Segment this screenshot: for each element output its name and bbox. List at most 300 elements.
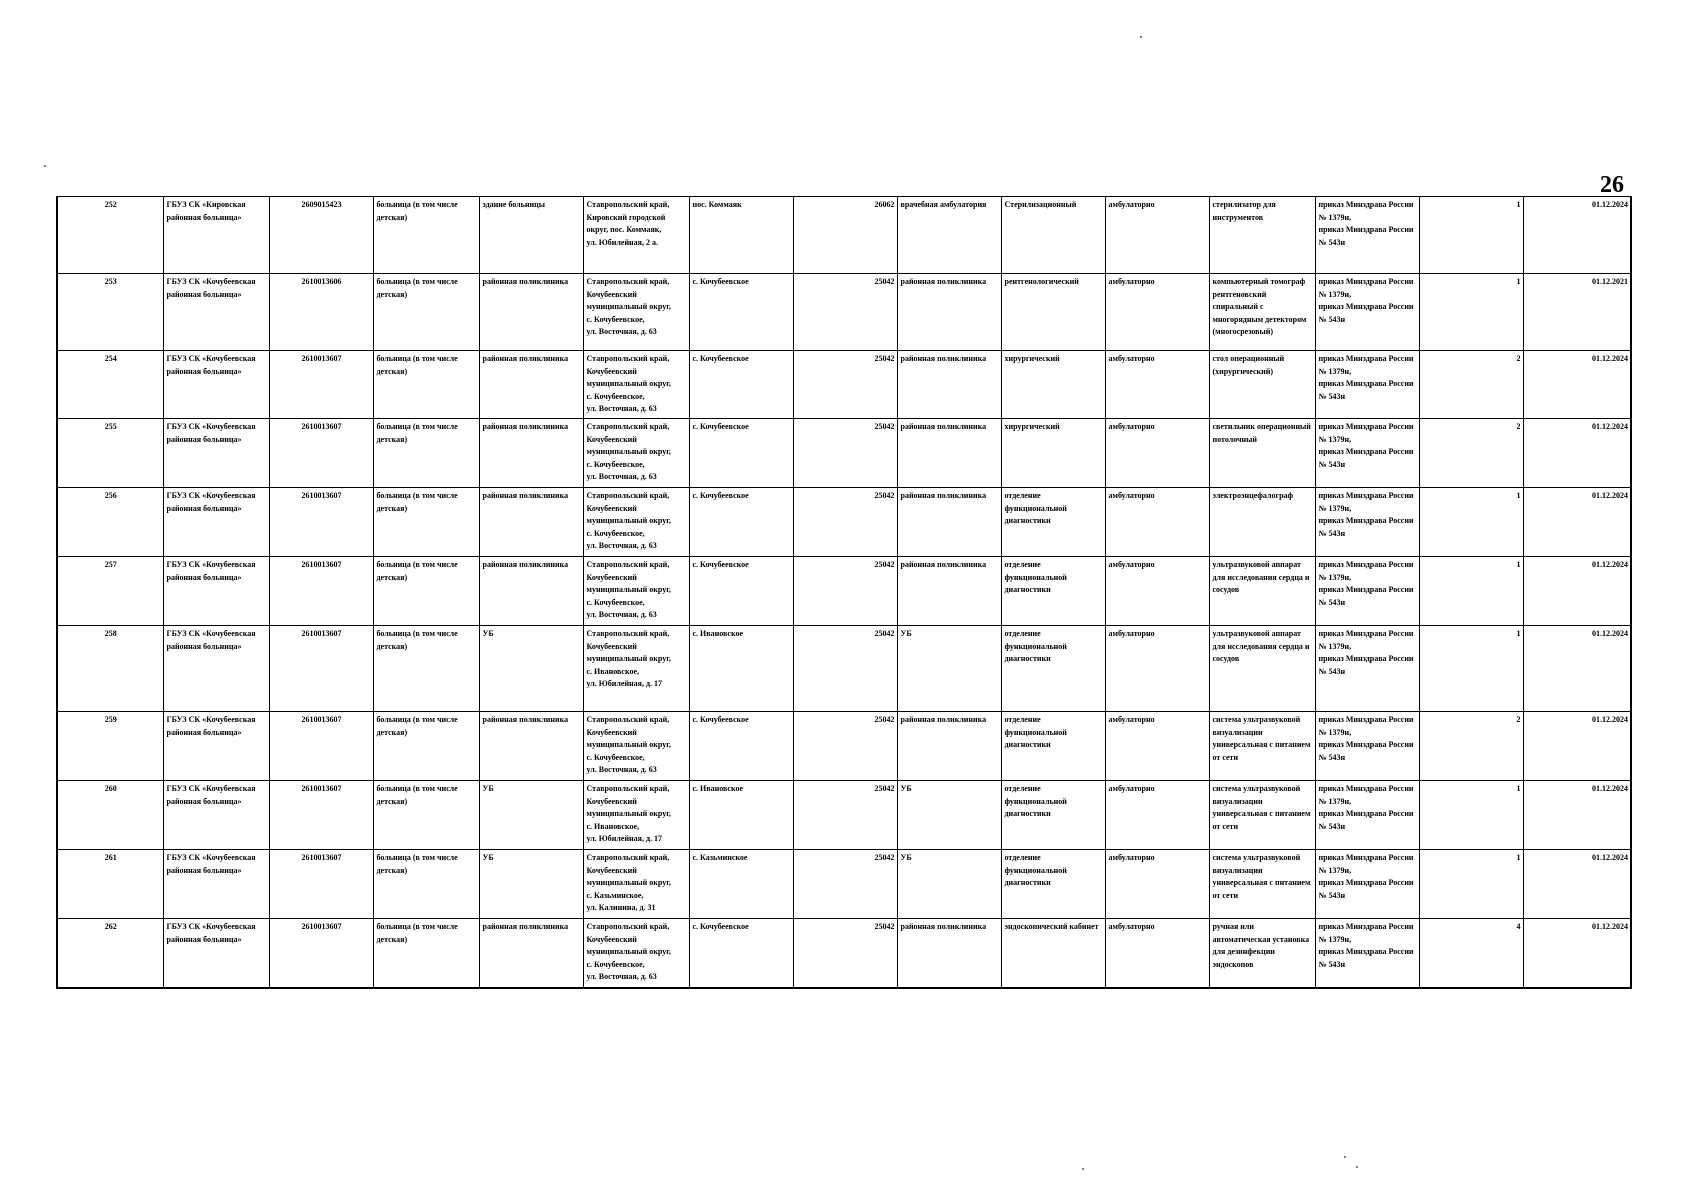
cell-care: амбулаторно: [1105, 626, 1209, 712]
cell-org-line: районная больница»: [166, 796, 242, 806]
cell-department-line: функциональной: [1004, 572, 1067, 582]
cell-order-line: № 1379н,: [1318, 934, 1352, 944]
cell-order-line: № 543н: [1318, 459, 1346, 469]
cell-equipment-line: от сети: [1212, 890, 1239, 900]
cell-address-line: муниципальный округ,: [586, 447, 671, 457]
cell-department: [1001, 781, 1105, 850]
cell-equipment-line: система ультразвуковой: [1212, 784, 1301, 793]
cell-unit: УБ: [897, 781, 1001, 850]
cell-org: [163, 557, 269, 626]
cell-order-line: приказ Минздрава России: [1318, 585, 1414, 595]
cell-address-line: муниципальный округ,: [586, 585, 671, 595]
cell-org-line: ГБУЗ СК «Кочубеевская: [166, 715, 256, 724]
cell-org-line: районная больница»: [166, 934, 242, 944]
cell-building-line: здание больницы: [482, 200, 545, 209]
cell-order-line: приказ Минздрава России: [1318, 947, 1414, 957]
cell-order-line: приказ Минздрава России: [1318, 740, 1414, 750]
cell-equipment-line: (хирургический): [1212, 366, 1274, 376]
cell-order-line: приказ Минздрава России: [1318, 809, 1414, 819]
cell-building: [479, 781, 583, 850]
cell-address-line: с. Кочубеевское,: [586, 597, 645, 607]
cell-address-line: Кочубеевский: [586, 434, 637, 444]
cell-order-line: приказ Минздрава России: [1318, 715, 1414, 724]
cell-order-line: № 543н: [1318, 597, 1346, 607]
cell-unit: районная поликлиника: [897, 419, 1001, 488]
cell-type: [373, 488, 479, 557]
cell-building: [479, 488, 583, 557]
cell-inn: 2609015423: [269, 197, 373, 274]
cell-date: 01.12.2024: [1523, 351, 1631, 419]
cell-type-line: детская): [376, 641, 408, 651]
cell-qty: 1: [1419, 274, 1523, 351]
cell-equipment-line: визуализации: [1212, 727, 1263, 737]
cell-building-line: районная поликлиника: [482, 277, 569, 286]
cell-org-line: ГБУЗ СК «Кочубеевская: [166, 491, 256, 500]
cell-building: [479, 712, 583, 781]
cell-num: 260: [57, 781, 163, 850]
cell-equipment-line: стерилизатор для: [1212, 200, 1276, 209]
cell-type-line: больница (в том числе: [376, 422, 458, 431]
cell-order-line: приказ Минздрава России: [1318, 379, 1414, 389]
cell-org-line: ГБУЗ СК «Кочубеевская: [166, 277, 256, 286]
cell-address-line: ул. Восточная, д. 63: [586, 972, 657, 982]
table-row: [57, 351, 1631, 419]
cell-address-line: ул. Калинина, д. 31: [586, 903, 656, 913]
cell-address-line: округ, пос. Коммаяк,: [586, 225, 662, 235]
cell-inn: 2610013607: [269, 419, 373, 488]
cell-qty: 1: [1419, 781, 1523, 850]
cell-address: [583, 351, 689, 419]
cell-order-line: приказ Минздрава России: [1318, 225, 1414, 235]
cell-type: [373, 274, 479, 351]
cell-unit: районная поликлиника: [897, 351, 1001, 419]
table-row: [57, 557, 1631, 626]
cell-num: 253: [57, 274, 163, 351]
cell-equipment-line: спиральный с: [1212, 302, 1264, 312]
cell-department-line: диагностики: [1004, 654, 1051, 664]
cell-equipment-line: визуализации: [1212, 865, 1263, 875]
cell-address-line: с. Кочубеевское,: [586, 959, 645, 969]
cell-inn: 2610013607: [269, 850, 373, 919]
cell-department-line: отделение: [1004, 853, 1041, 862]
cell-address-line: Ставропольский край,: [586, 491, 670, 500]
cell-address-line: с. Кочубеевское,: [586, 459, 645, 469]
cell-building: [479, 197, 583, 274]
cell-org: [163, 197, 269, 274]
cell-type-line: детская): [376, 503, 408, 513]
cell-address-line: ул. Юбилейная, д. 17: [586, 679, 663, 689]
cell-inn: 2610013607: [269, 781, 373, 850]
cell-locality: с. Ивановское: [689, 781, 793, 850]
cell-care: амбулаторно: [1105, 712, 1209, 781]
cell-address-line: Кочубеевский: [586, 289, 637, 299]
cell-order-line: приказ Минздрава России: [1318, 629, 1414, 638]
cell-building: [479, 419, 583, 488]
cell-code: 25042: [793, 626, 897, 712]
cell-care: амбулаторно: [1105, 557, 1209, 626]
cell-org: [163, 850, 269, 919]
cell-num: 262: [57, 919, 163, 988]
cell-department-line: отделение: [1004, 560, 1041, 569]
cell-qty: 1: [1419, 488, 1523, 557]
cell-equipment-line: универсальная с питанием: [1212, 740, 1311, 750]
cell-equipment-line: универсальная с питанием: [1212, 809, 1311, 819]
cell-org: [163, 274, 269, 351]
cell-department-line: функциональной: [1004, 641, 1067, 651]
cell-equipment-line: многорядным детектором: [1212, 314, 1307, 324]
cell-locality: с. Кочубеевское: [689, 557, 793, 626]
cell-department-line: диагностики: [1004, 585, 1051, 595]
cell-type: [373, 557, 479, 626]
cell-org: [163, 781, 269, 850]
cell-type-line: детская): [376, 289, 408, 299]
cell-equipment: [1209, 919, 1315, 988]
cell-order: [1315, 488, 1419, 557]
cell-department-line: функциональной: [1004, 503, 1067, 513]
cell-department: Стерилизационный: [1001, 197, 1105, 274]
cell-order: [1315, 781, 1419, 850]
cell-order-line: приказ Минздрава России: [1318, 516, 1414, 526]
cell-department-line: функциональной: [1004, 727, 1067, 737]
cell-type-line: больница (в том числе: [376, 853, 458, 862]
cell-address-line: Ставропольский край,: [586, 784, 670, 793]
cell-address-line: ул. Восточная, д. 63: [586, 404, 657, 414]
cell-address-line: Кочубеевский: [586, 796, 637, 806]
cell-order-line: № 1379н,: [1318, 434, 1352, 444]
cell-order-line: № 1379н,: [1318, 865, 1352, 875]
cell-address-line: Кировский городской: [586, 212, 666, 222]
cell-building: [479, 919, 583, 988]
cell-order-line: приказ Минздрава России: [1318, 277, 1414, 286]
cell-inn: 2610013607: [269, 557, 373, 626]
cell-building-line: районная поликлиника: [482, 715, 569, 724]
cell-type-line: больница (в том числе: [376, 715, 458, 724]
cell-org-line: ГБУЗ СК «Кочубеевская: [166, 422, 256, 431]
cell-code: 25042: [793, 781, 897, 850]
scan-speck: [1082, 1168, 1084, 1170]
cell-department-line: диагностики: [1004, 809, 1051, 819]
cell-equipment: [1209, 419, 1315, 488]
table-row: [57, 419, 1631, 488]
cell-address-line: Кочубеевский: [586, 641, 637, 651]
cell-order-line: № 543н: [1318, 391, 1346, 401]
cell-address-line: с. Кочубеевское,: [586, 528, 645, 538]
cell-order-line: № 543н: [1318, 666, 1346, 676]
cell-equipment-line: система ультразвуковой: [1212, 853, 1301, 862]
cell-inn: 2610013607: [269, 712, 373, 781]
cell-care: амбулаторно: [1105, 919, 1209, 988]
cell-qty: 1: [1419, 557, 1523, 626]
cell-equipment: [1209, 197, 1315, 274]
cell-department-line: отделение: [1004, 491, 1041, 500]
cell-building-line: районная поликлиника: [482, 422, 569, 431]
cell-address-line: с. Кочубеевское,: [586, 391, 645, 401]
cell-address: [583, 850, 689, 919]
cell-order-line: № 1379н,: [1318, 366, 1352, 376]
cell-qty: 1: [1419, 197, 1523, 274]
cell-type-line: детская): [376, 796, 408, 806]
cell-type: [373, 351, 479, 419]
cell-order-line: приказ Минздрава России: [1318, 354, 1414, 363]
cell-date: 01.12.2024: [1523, 712, 1631, 781]
cell-locality: с. Кочубеевское: [689, 488, 793, 557]
cell-qty: 2: [1419, 712, 1523, 781]
cell-address: [583, 626, 689, 712]
cell-order-line: № 543н: [1318, 821, 1346, 831]
cell-org: [163, 351, 269, 419]
cell-order-line: приказ Минздрава России: [1318, 654, 1414, 664]
cell-org-line: ГБУЗ СК «Кочубеевская: [166, 784, 256, 793]
cell-order-line: № 1379н,: [1318, 572, 1352, 582]
cell-num: 256: [57, 488, 163, 557]
cell-date: 01.12.2024: [1523, 919, 1631, 988]
cell-address-line: Ставропольский край,: [586, 922, 670, 931]
cell-equipment: [1209, 712, 1315, 781]
cell-date: 01.12.2024: [1523, 626, 1631, 712]
cell-equipment-line: от сети: [1212, 821, 1239, 831]
cell-department-line: диагностики: [1004, 740, 1051, 750]
cell-equipment-line: автоматическая установка: [1212, 934, 1310, 944]
cell-building: [479, 274, 583, 351]
cell-building-line: районная поликлиника: [482, 354, 569, 363]
cell-inn: 2610013607: [269, 351, 373, 419]
cell-address-line: с. Ивановское,: [586, 666, 640, 676]
cell-order-line: приказ Минздрава России: [1318, 447, 1414, 457]
cell-order-line: № 1379н,: [1318, 503, 1352, 513]
cell-unit: районная поликлиника: [897, 919, 1001, 988]
table-row: [57, 488, 1631, 557]
cell-care: амбулаторно: [1105, 351, 1209, 419]
cell-address-line: с. Казьминское,: [586, 890, 644, 900]
cell-locality: с. Кочубеевское: [689, 351, 793, 419]
cell-type: [373, 626, 479, 712]
cell-num: 259: [57, 712, 163, 781]
cell-order-line: приказ Минздрава России: [1318, 922, 1414, 931]
cell-address-line: муниципальный округ,: [586, 809, 671, 819]
cell-org-line: районная больница»: [166, 572, 242, 582]
cell-address-line: муниципальный округ,: [586, 379, 671, 389]
cell-code: 25042: [793, 419, 897, 488]
cell-address-line: ул. Юбилейная, д. 17: [586, 834, 663, 844]
cell-department: [1001, 850, 1105, 919]
cell-order: [1315, 850, 1419, 919]
cell-equipment-line: электроэнцефалограф: [1212, 491, 1294, 500]
cell-num: 261: [57, 850, 163, 919]
cell-equipment-line: для исследования сердца и: [1212, 641, 1310, 651]
cell-equipment-line: система ультразвуковой: [1212, 715, 1301, 724]
cell-org-line: ГБУЗ СК «Кочубеевская: [166, 560, 256, 569]
cell-locality: с. Казьминское: [689, 850, 793, 919]
cell-org: [163, 626, 269, 712]
cell-order-line: приказ Минздрава России: [1318, 491, 1414, 500]
cell-address-line: Кочубеевский: [586, 572, 637, 582]
cell-building-line: районная поликлиника: [482, 491, 569, 500]
cell-code: 25042: [793, 274, 897, 351]
cell-order-line: № 1379н,: [1318, 796, 1352, 806]
cell-equipment-line: сосудов: [1212, 654, 1240, 664]
cell-equipment-line: рентгеновский: [1212, 289, 1267, 299]
cell-org-line: районная больница»: [166, 503, 242, 513]
cell-type-line: больница (в том числе: [376, 277, 458, 286]
cell-order: [1315, 197, 1419, 274]
cell-address-line: Ставропольский край,: [586, 853, 670, 862]
cell-address-line: Ставропольский край,: [586, 422, 670, 431]
cell-address-line: муниципальный округ,: [586, 516, 671, 526]
cell-org-line: районная больница»: [166, 289, 242, 299]
cell-address-line: Ставропольский край,: [586, 200, 670, 209]
cell-building: [479, 850, 583, 919]
cell-equipment-line: для исследования сердца и: [1212, 572, 1310, 582]
cell-address-line: муниципальный округ,: [586, 947, 671, 957]
cell-equipment: [1209, 626, 1315, 712]
cell-locality: с. Кочубеевское: [689, 274, 793, 351]
cell-inn: 2610013607: [269, 919, 373, 988]
cell-org: [163, 488, 269, 557]
cell-date: 01.12.2024: [1523, 557, 1631, 626]
cell-order: [1315, 626, 1419, 712]
cell-date: 01.12.2024: [1523, 419, 1631, 488]
cell-address-line: Ставропольский край,: [586, 629, 670, 638]
cell-type-line: детская): [376, 572, 408, 582]
cell-address-line: муниципальный округ,: [586, 302, 671, 312]
cell-type: [373, 712, 479, 781]
cell-unit: районная поликлиника: [897, 274, 1001, 351]
cell-department-line: диагностики: [1004, 878, 1051, 888]
cell-department-line: отделение: [1004, 629, 1041, 638]
cell-order-line: № 543н: [1318, 528, 1346, 538]
cell-department-line: функциональной: [1004, 796, 1067, 806]
cell-code: 25042: [793, 557, 897, 626]
cell-qty: 2: [1419, 351, 1523, 419]
cell-type-line: больница (в том числе: [376, 354, 458, 363]
cell-code: 25042: [793, 351, 897, 419]
cell-num: 254: [57, 351, 163, 419]
cell-inn: 2610013607: [269, 488, 373, 557]
cell-inn: 2610013606: [269, 274, 373, 351]
cell-org-line: районная больница»: [166, 641, 242, 651]
cell-equipment-line: ультразвуковой аппарат: [1212, 629, 1301, 638]
cell-address: [583, 419, 689, 488]
table-row: [57, 712, 1631, 781]
cell-department: [1001, 488, 1105, 557]
cell-address-line: Кочубеевский: [586, 727, 637, 737]
cell-address-line: ул. Юбилейная, 2 а.: [586, 237, 658, 247]
cell-address-line: Ставропольский край,: [586, 277, 670, 286]
cell-building-line: районная поликлиника: [482, 922, 569, 931]
cell-unit: врачебная амбулатория: [897, 197, 1001, 274]
cell-care: амбулаторно: [1105, 781, 1209, 850]
cell-date: 01.12.2024: [1523, 488, 1631, 557]
cell-department: хирургический: [1001, 351, 1105, 419]
cell-org-line: районная больница»: [166, 434, 242, 444]
cell-equipment: [1209, 274, 1315, 351]
cell-org: [163, 919, 269, 988]
cell-org-line: районная больница»: [166, 727, 242, 737]
cell-type: [373, 419, 479, 488]
cell-address: [583, 557, 689, 626]
cell-equipment-line: для дезинфекции: [1212, 947, 1275, 957]
cell-equipment-line: ультразвуковой аппарат: [1212, 560, 1301, 569]
cell-building: [479, 351, 583, 419]
cell-order-line: № 1379н,: [1318, 212, 1352, 222]
table-row: [57, 919, 1631, 988]
cell-order: [1315, 419, 1419, 488]
cell-org-line: ГБУЗ СК «Кочубеевская: [166, 922, 256, 931]
table-row: [57, 626, 1631, 712]
cell-address-line: муниципальный округ,: [586, 878, 671, 888]
cell-care: амбулаторно: [1105, 850, 1209, 919]
cell-department-line: отделение: [1004, 784, 1041, 793]
cell-order: [1315, 712, 1419, 781]
cell-department: [1001, 557, 1105, 626]
cell-type: [373, 197, 479, 274]
cell-locality: пос. Коммаяк: [689, 197, 793, 274]
cell-address-line: Кочубеевский: [586, 366, 637, 376]
cell-department: [1001, 626, 1105, 712]
cell-org-line: районная больница»: [166, 865, 242, 875]
cell-equipment: [1209, 557, 1315, 626]
cell-address: [583, 274, 689, 351]
cell-unit: районная поликлиника: [897, 488, 1001, 557]
cell-order-line: № 543н: [1318, 237, 1346, 247]
cell-address-line: ул. Восточная, д. 63: [586, 327, 657, 337]
cell-order: [1315, 919, 1419, 988]
cell-code: 25042: [793, 850, 897, 919]
cell-org: [163, 712, 269, 781]
cell-equipment-line: стол операционный: [1212, 354, 1285, 363]
cell-care: амбулаторно: [1105, 274, 1209, 351]
cell-type-line: детская): [376, 727, 408, 737]
cell-address-line: ул. Восточная, д. 63: [586, 541, 657, 551]
equipment-registry-table: [56, 196, 1632, 989]
cell-building-line: УБ: [482, 629, 494, 638]
cell-equipment-line: (многосрезовый): [1212, 327, 1274, 337]
cell-order-line: № 543н: [1318, 959, 1346, 969]
cell-code: 25042: [793, 712, 897, 781]
cell-order: [1315, 274, 1419, 351]
cell-address-line: Ставропольский край,: [586, 354, 670, 363]
cell-equipment: [1209, 850, 1315, 919]
cell-building-line: УБ: [482, 853, 494, 862]
cell-order-line: № 543н: [1318, 890, 1346, 900]
cell-address-line: Ставропольский край,: [586, 715, 670, 724]
cell-org-line: ГБУЗ СК «Кочубеевская: [166, 853, 256, 862]
scan-speck: [1344, 1156, 1346, 1158]
cell-address-line: ул. Восточная, д. 63: [586, 472, 657, 482]
cell-type: [373, 919, 479, 988]
cell-code: 26062: [793, 197, 897, 274]
scan-speck: [1356, 1166, 1358, 1168]
cell-equipment: [1209, 351, 1315, 419]
table-row: [57, 274, 1631, 351]
cell-address: [583, 781, 689, 850]
cell-address-line: Кочубеевский: [586, 934, 637, 944]
cell-address: [583, 919, 689, 988]
cell-equipment-line: сосудов: [1212, 585, 1240, 595]
cell-department: рентгенологический: [1001, 274, 1105, 351]
cell-department-line: функциональной: [1004, 865, 1067, 875]
cell-num: 258: [57, 626, 163, 712]
cell-order: [1315, 351, 1419, 419]
cell-department-line: диагностики: [1004, 516, 1051, 526]
cell-order-line: № 1379н,: [1318, 289, 1352, 299]
cell-address-line: с. Ивановское,: [586, 821, 640, 831]
cell-order: [1315, 557, 1419, 626]
cell-address: [583, 197, 689, 274]
cell-order-line: приказ Минздрава России: [1318, 878, 1414, 888]
scan-speck: [44, 165, 46, 167]
cell-org-line: ГБУЗ СК «Кировская: [166, 200, 246, 209]
